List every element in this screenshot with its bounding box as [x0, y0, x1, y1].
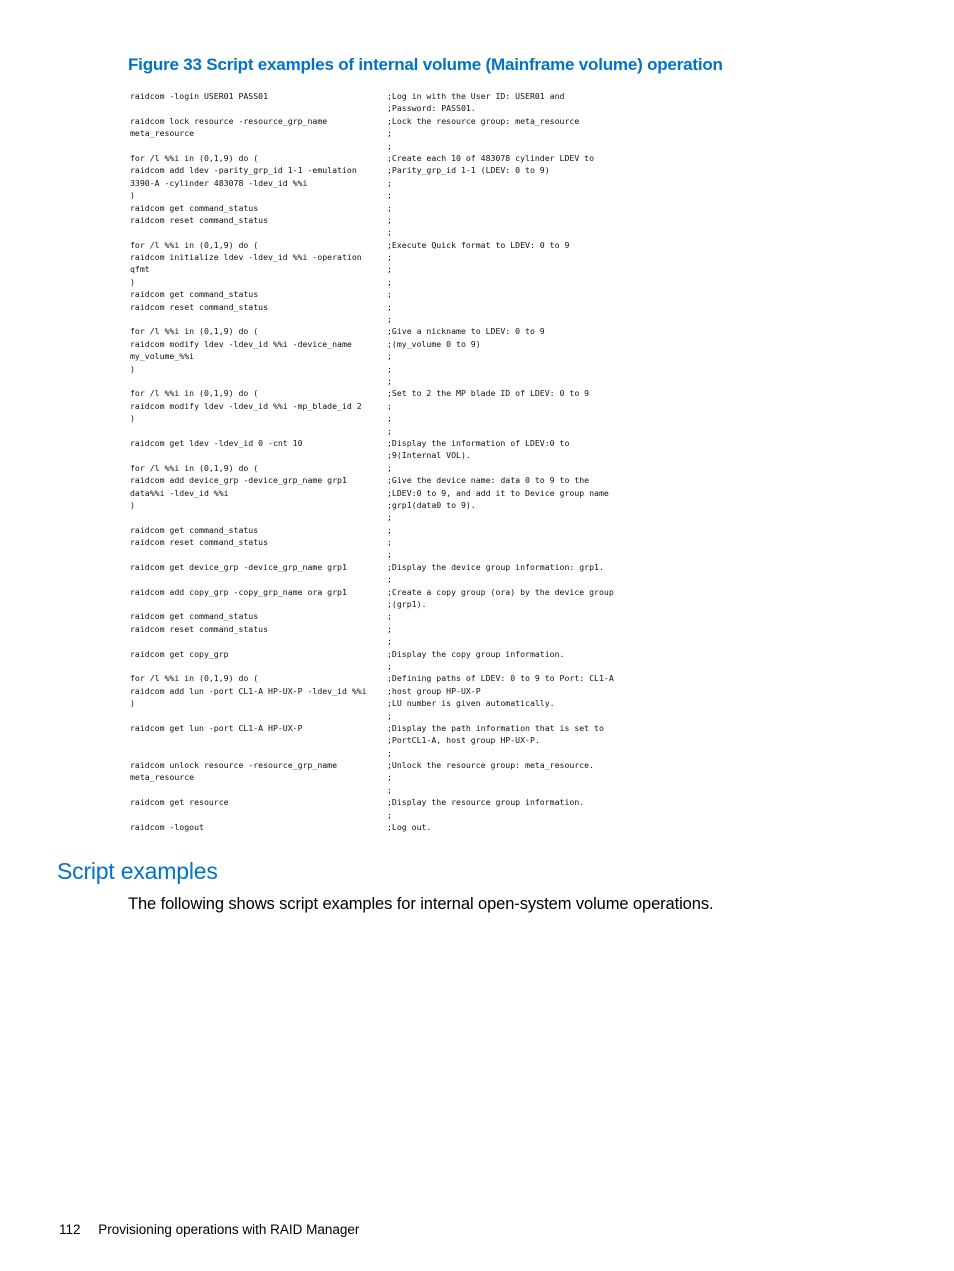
script-command-line: for /l %%i in (0,1,9) do (	[130, 388, 259, 399]
script-command-line: )	[130, 413, 135, 424]
script-comment-line: ;Defining paths of LDEV: 0 to 9 to Port: CL1-A	[387, 673, 614, 684]
script-command-line	[130, 548, 382, 560]
script-comment-line: ;	[387, 772, 392, 783]
script-command-line: raidcom get copy_grp	[130, 648, 229, 659]
script-comment-line: ;Execute Quick format to LDEV: 0 to 9	[387, 239, 570, 250]
figure-title: Figure 33 Script examples of internal volume (Mainframe volume) operation	[128, 55, 723, 74]
script-command-line: )	[130, 276, 135, 287]
script-comment-line: ;Parity_grp_id 1-1 (LDEV: 0 to 9)	[387, 165, 550, 176]
script-command-line: raidcom add ldev -parity_grp_id 1-1 -emulation	[130, 165, 357, 176]
script-comment-line: ;	[387, 462, 392, 473]
script-comment-line: ;	[387, 747, 392, 758]
script-comment-line: ;	[387, 314, 392, 325]
script-comment-line: ;(my_volume 0 to 9)	[387, 338, 481, 349]
script-command-line	[130, 573, 382, 585]
script-command-line: raidcom add device_grp -device_grp_name grp1	[130, 475, 347, 486]
script-comment-line: ;	[387, 549, 392, 560]
script-command-line: raidcom -logout	[130, 822, 204, 833]
section-body-text: The following shows script examples for internal open-system volume operations.	[128, 895, 714, 913]
script-command-line: raidcom lock resource -resource_grp_name	[130, 115, 328, 126]
script-comment-line: ;	[387, 214, 392, 225]
script-command-line: raidcom get device_grp -device_grp_name grp1	[130, 561, 347, 572]
script-command-line: raidcom get command_status	[130, 611, 259, 622]
script-comment-line: ;	[387, 784, 392, 795]
script-comment-line: ;Log in with the User ID: USER01 and	[387, 91, 565, 101]
script-command-line: raidcom -login USER01 PASS01	[130, 91, 269, 101]
script-comment-line: ;Log out.	[387, 822, 432, 833]
script-command-line: for /l %%i in (0,1,9) do (	[130, 239, 259, 250]
script-comment-line: ;	[387, 710, 392, 721]
chapter-title: Provisioning operations with RAID Manager	[98, 1222, 360, 1237]
script-comment-line: ;	[387, 537, 392, 548]
script-command-line: raidcom get command_status	[130, 202, 259, 213]
script-command-line: raidcom get lun -port CL1-A HP-UX-P	[130, 722, 303, 733]
script-command-line: )	[130, 363, 135, 374]
script-command-line: 3390-A -cylinder 483078 -ldev_id %%i	[130, 177, 308, 188]
script-comment-line: ;	[387, 524, 392, 535]
script-comment-line: ;Lock the resource group: meta_resource	[387, 115, 580, 126]
script-command-line: meta_resource	[130, 128, 195, 139]
script-comment-line: ;	[387, 140, 392, 151]
script-command-line: )	[130, 499, 135, 510]
script-command-line	[130, 784, 382, 796]
script-command-line: my_volume_%%i	[130, 351, 195, 362]
script-command-line	[130, 313, 382, 325]
script-command-line	[130, 102, 382, 114]
script-command-line	[130, 226, 382, 238]
script-comment-line: ;	[387, 128, 392, 139]
script-command-line: raidcom get resource	[130, 797, 229, 808]
script-comment-line: ;	[387, 512, 392, 523]
script-comment-line: ;PortCL1-A, host group HP-UX-P.	[387, 735, 540, 746]
script-comment-line: ;host group HP-UX-P	[387, 685, 481, 696]
script-command-line: raidcom modify ldev -ldev_id %%i -device_name	[130, 338, 352, 349]
script-comment-line: ;	[387, 177, 392, 188]
script-comment-line: ;Display the copy group information.	[387, 648, 565, 659]
script-comment-line: ;	[387, 227, 392, 238]
script-command-line	[130, 598, 382, 610]
script-comment-line: ;Give the device name: data 0 to 9 to the	[387, 475, 590, 486]
script-command-line: raidcom get command_status	[130, 524, 259, 535]
script-comment-line: ;	[387, 202, 392, 213]
page-number: 112	[59, 1222, 81, 1237]
script-comment-line: ;	[387, 351, 392, 362]
script-comment-line: ;(grp1).	[387, 599, 427, 610]
script-command-line: meta_resource	[130, 772, 195, 783]
script-comment-line: ;	[387, 289, 392, 300]
script-comment-line: ;	[387, 574, 392, 585]
script-command-line	[130, 710, 382, 722]
script-comment-line: ;Give a nickname to LDEV: 0 to 9	[387, 326, 545, 337]
script-command-line: for /l %%i in (0,1,9) do (	[130, 462, 259, 473]
script-comments	[387, 90, 637, 833]
script-command-line	[130, 449, 382, 461]
script-comment-line: ;Create each 10 of 483078 cylinder LDEV to	[387, 152, 595, 163]
script-comment-line: ;	[387, 276, 392, 287]
script-comment-line: ;	[387, 190, 392, 201]
script-command-line: raidcom get command_status	[130, 289, 259, 300]
script-command-line: raidcom modify ldev -ldev_id %%i -mp_blade_id 2	[130, 400, 362, 411]
script-command-line	[130, 511, 382, 523]
script-command-line: raidcom get ldev -ldev_id 0 -cnt 10	[130, 437, 303, 448]
script-comment-line: ;	[387, 264, 392, 275]
script-comment-line: ;	[387, 413, 392, 424]
script-comment-line: ;LDEV:0 to 9, and add it to Device group name	[387, 487, 609, 498]
script-comment-line: ;	[387, 809, 392, 820]
script-command-line	[130, 809, 382, 821]
script-command-line: raidcom reset command_status	[130, 623, 269, 634]
script-comment-line: ;	[387, 623, 392, 634]
script-command-line: qfmt	[130, 264, 150, 275]
script-comment-line: ;Display the device group information: grp1.	[387, 561, 604, 572]
script-comment-line: ;	[387, 363, 392, 374]
script-commands	[130, 90, 382, 833]
script-command-line	[130, 425, 382, 437]
script-comment-line: ;Display the resource group information.	[387, 797, 585, 808]
script-comment-line: ;	[387, 660, 392, 671]
script-comment-line: ;	[387, 375, 392, 386]
script-comment-line: ;9(Internal VOL).	[387, 450, 471, 461]
script-comment-line: ;Unlock the resource group: meta_resource.	[387, 760, 595, 771]
script-command-line: raidcom reset command_status	[130, 537, 269, 548]
script-command-line: raidcom unlock resource -resource_grp_name	[130, 760, 338, 771]
script-command-line: raidcom add lun -port CL1-A HP-UX-P -ldev_id %%i	[130, 685, 367, 696]
script-comment-line: ;Create a copy group (ora) by the device group	[387, 586, 614, 597]
script-comment-line: ;LU number is given automatically.	[387, 698, 555, 709]
script-command-line: )	[130, 190, 135, 201]
script-command-line	[130, 635, 382, 647]
script-command-line: raidcom reset command_status	[130, 301, 269, 312]
script-command-line: for /l %%i in (0,1,9) do (	[130, 152, 259, 163]
section-title: Script examples	[57, 858, 218, 884]
script-command-line	[130, 734, 382, 746]
script-command-line: data%%i -ldev_id %%i	[130, 487, 229, 498]
script-command-line	[130, 660, 382, 672]
script-comment-line: ;Set to 2 the MP blade ID of LDEV: 0 to 9	[387, 388, 590, 399]
script-comment-line: ;	[387, 400, 392, 411]
script-command-line	[130, 747, 382, 759]
script-command-line: for /l %%i in (0,1,9) do (	[130, 326, 259, 337]
script-comment-line: ;	[387, 301, 392, 312]
script-command-line: raidcom add copy_grp -copy_grp_name ora grp1	[130, 586, 347, 597]
script-command-line: for /l %%i in (0,1,9) do (	[130, 673, 259, 684]
script-command-line: raidcom initialize ldev -ldev_id %%i -operation	[130, 252, 362, 263]
script-comment-line: ;	[387, 252, 392, 263]
script-comment-line: ;Display the path information that is set to	[387, 722, 604, 733]
script-comment-line: ;	[387, 611, 392, 622]
script-comment-line: ;	[387, 425, 392, 436]
script-comment-line: ;Display the information of LDEV:0 to	[387, 437, 570, 448]
script-command-line: )	[130, 698, 135, 709]
script-command-line: raidcom reset command_status	[130, 214, 269, 225]
page-footer	[59, 1222, 359, 1237]
script-command-line	[130, 140, 382, 152]
script-comment-line: ;Password: PASS01.	[387, 103, 476, 114]
script-comment-line: ;	[387, 636, 392, 647]
script-comment-line: ;grp1(data0 to 9).	[387, 499, 476, 510]
script-command-line	[130, 375, 382, 387]
